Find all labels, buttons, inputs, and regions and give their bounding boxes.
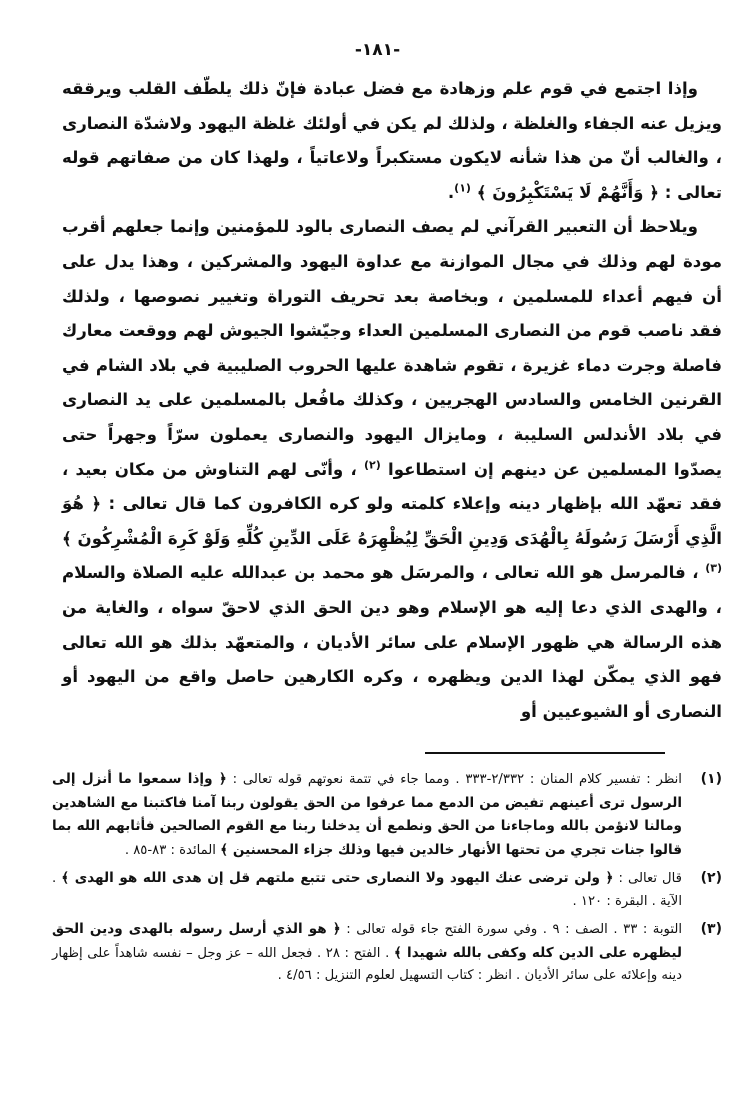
footnote-text: انظر : تفسير كلام المنان : ٢/٣٣٢-٣٣٣ . ومما جاء في تتمة نعوتهم قوله تعالى : ﴿ وإذا سمعوا ما أنزل إلى الرسول ترى أعينهم تفيض من الدمع مما عرفوا من الحق يقولون ربنا آمنا فاكتبنا مع الشاهدين ومالنا لانؤمن بالله وماجاءنا من الحق ونطمع أن يدخلنا ربنا مع القوم الصالحين فأثابهم الله بما قالوا جنات تجري من تحتها الأنهار خالدين فيها وذلك جزاء المحسنين ﴾ المائدة : ٨٣-٨٥ .	[52, 771, 682, 858]
main-text	[62, 72, 722, 729]
footnote-ref: (٢)	[364, 458, 381, 471]
paragraph: ويلاحظ أن التعبير القرآني لم يصف النصارى بالود للمؤمنين وإنما جعلهم أقرب مودة لهم وذلك في مجال الموازنة مع عداوة اليهود والمشركين ، وهذا يدل على أن فيهم أعداء للمسلمين ، وبخاصة بعد تحريف التوراة وتغيير نصوصها ، ولذلك فقد ناصب قوم من النصارى المسلمين العداء وجيّشوا الجيوش لهم ووقعت معارك فاصلة وجرت دماء غزيرة ، تقوم شاهدة عليها الحروب الصليبية في بلاد الشام في القرنين الخامس والسادس الهجريين ، وكذلك مافُعل بالمسلمين على يد النصارى في بلاد الأندلس السليبة ، ومايزال اليهود والنصارى يعملون سرّاً وجهراً حتى يصدّوا المسلمين عن دينهم إن استطاعوا $^{(٢)}$ ، وأنّى لهم التناوش من مكان بعيد ، فقد تعهّد الله بإظهار دينه وإعلاء كلمته ولو كره الكافرون كما قال تعالى : ﴿ هُوَ الَّذِي أَرْسَلَ رَسُولَهُ بِالْهُدَى وَدِينِ الْحَقِّ لِيُظْهِرَهُ عَلَى الدِّينِ كُلِّهِ وَلَوْ كَرِهَ الْمُشْرِكُونَ ﴾ $^{(٣)}$ ، فالمرسل هو الله تعالى ، والمرسَل هو محمد بن عبدالله عليه الصلاة والسلام ، والهدى الذي دعا إليه هو الإسلام وهو دين الحق الذي لاحقّ سواه ، والغاية من هذه الرسالة هي ظهور الإسلام على سائر الأديان ، والمتعهّد بذلك هو الله تعالى فهو الذي يمكّن لهذا الدين ويظهره ، وكره الكارهين حاصل واقع من اليهود أو النصارى أو الشيوعيين أو	[62, 217, 723, 721]
footnote	[52, 867, 722, 913]
footnote-number: (٣)	[700, 921, 722, 937]
paragraph: وإذا اجتمع في قوم علم وزهادة مع فضل عبادة فإنّ ذلك يلطّف القلب ويرققه ويزيل عنه الجفاء والغلظة ، ولذلك لم يكن في أولئك غلظة اليهود ولاشدّة النصارى ، والغالب أنّ من هذا شأنه لايكون مستكبراً ولاعاتياً ، ولهذا كان من صفاتهم قوله تعالى : ﴿ وَأَنَّهُمْ لَا يَسْتَكْبِرُونَ ﴾ $^{(١)}$.	[62, 79, 722, 202]
footnotes	[52, 768, 722, 993]
footnote-ref: (١)	[454, 181, 471, 195]
page-number: -١٨١-	[354, 40, 401, 60]
footnote	[52, 918, 722, 988]
footnote-text: قال تعالى : ﴿ ولن ترضى عنك اليهود ولا النصارى حتى تتبع ملتهم قل إن هدى الله هو الهدى ﴾ . الآية . البقرة : ١٢٠ .	[52, 870, 682, 909]
footnote	[52, 768, 722, 862]
footnote-text: التوبة : ٣٣ . الصف : ٩ . وفي سورة الفتح جاء قوله تعالى : ﴿ هو الذي أرسل رسوله بالهدى ودين الحق ليظهره على الدين كله وكفى بالله شهيدا ﴾ . الفتح : ٢٨ . فجعل الله – عز وجل – نفسه شاهداً على إظهار دينه وإعلائه على سائر الأديان . انظر : كتاب التسهيل لعلوم التنزيل : ٤/٥٦ .	[52, 921, 683, 983]
footnote-number: (٢)	[700, 870, 722, 886]
footnote-divider	[425, 752, 665, 754]
footnote-number: (١)	[700, 771, 722, 787]
footnote-ref: (٣)	[705, 561, 723, 575]
